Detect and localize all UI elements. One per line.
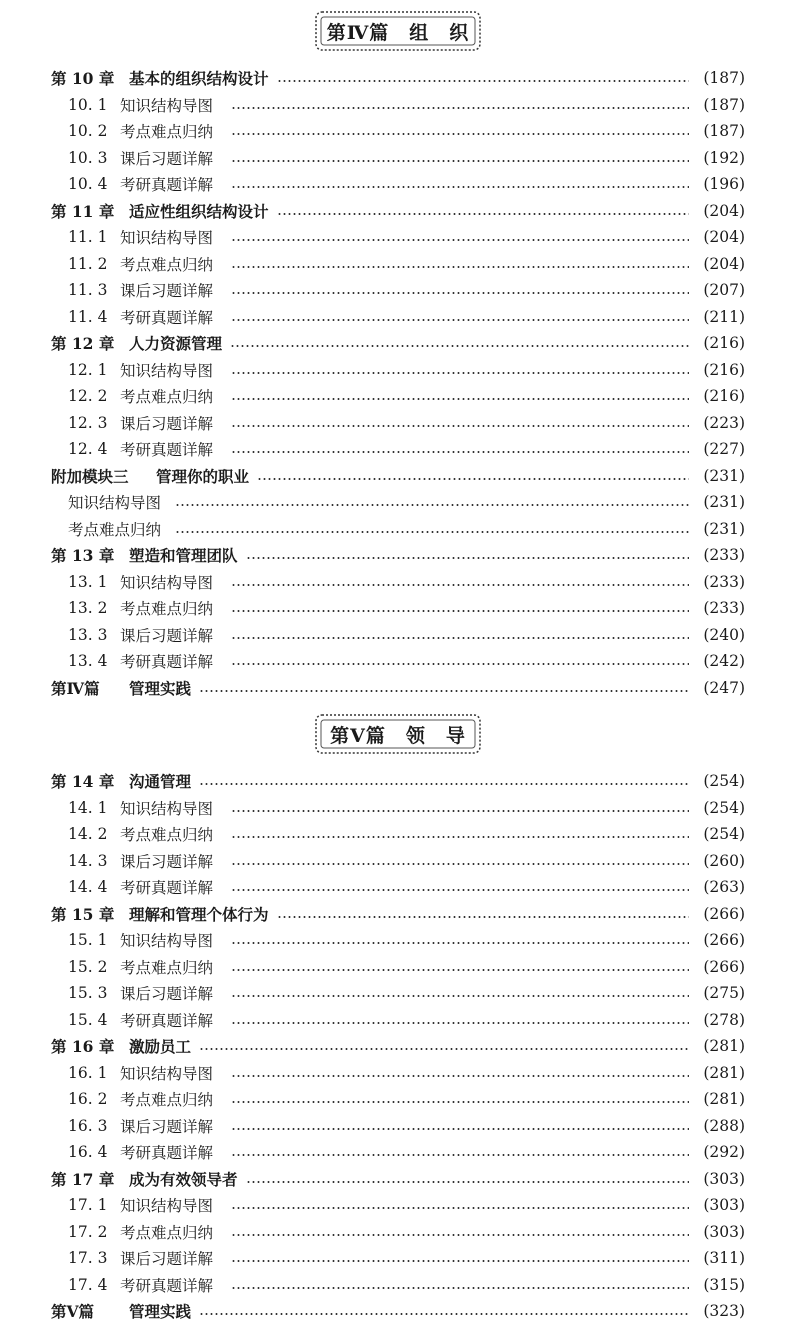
dot-leader (231, 1022, 689, 1024)
entry-title: 考研真题详解 (120, 879, 214, 897)
page-number: (247) (703, 678, 745, 697)
toc-section-entry[interactable] (0, 797, 790, 819)
entry-title: 课后习题详解 (120, 414, 214, 433)
entry-title: 考研真题详解 (120, 1276, 214, 1295)
dot-leader (231, 942, 689, 944)
toc-section-entry[interactable] (0, 1141, 790, 1163)
entry-number: 11. 3 (68, 281, 108, 299)
page-number: (192) (703, 148, 745, 167)
dot-leader (231, 372, 689, 374)
toc-section-entry[interactable] (0, 279, 790, 301)
dot-leader (231, 107, 689, 109)
entry-title: 管理实践 (129, 1302, 192, 1321)
toc-section-entry[interactable] (0, 1088, 790, 1110)
entry-number: 17. 4 (68, 1275, 108, 1294)
part-title: 第Ⅳ篇 组 织 (326, 21, 470, 44)
entry-number: 17. 1 (68, 1196, 108, 1214)
page-number: (204) (703, 254, 745, 273)
page-number: (260) (703, 851, 745, 870)
dot-leader (199, 1313, 689, 1315)
entry-title: 塑造和管理团队 (129, 546, 238, 565)
entry-title: 考研真题详解 (120, 653, 214, 671)
entry-title: 考研真题详解 (120, 1011, 214, 1030)
entry-number: 15. 3 (68, 984, 108, 1002)
entry-title: 知识结构导图 (120, 1197, 214, 1215)
toc-chapter-entry[interactable] (0, 1168, 790, 1190)
entry-number: 附加模块三 (51, 466, 129, 486)
dot-leader (231, 133, 689, 135)
entry-number: 17. 2 (68, 1222, 108, 1241)
toc-section-entry[interactable] (0, 94, 790, 116)
page-number: (231) (703, 466, 745, 485)
page-number: (281) (703, 1090, 745, 1108)
dot-leader (231, 610, 689, 612)
page-number: (281) (703, 1037, 745, 1055)
page-number: (227) (703, 440, 745, 458)
dot-leader (230, 345, 689, 347)
toc-section-entry[interactable] (0, 1062, 790, 1084)
toc-section-entry[interactable] (0, 412, 790, 434)
page-number: (254) (703, 772, 745, 790)
entry-title: 课后习题详解 (120, 852, 214, 871)
entry-number: 13. 3 (68, 625, 108, 644)
entry-title: 基本的组织结构设计 (129, 69, 269, 88)
toc-section-entry[interactable] (0, 1009, 790, 1031)
entry-number: 12. 2 (68, 387, 108, 405)
entry-number: 11. 2 (68, 254, 108, 273)
page-number: (303) (703, 1196, 745, 1214)
toc-section-entry[interactable] (0, 1194, 790, 1216)
entry-title: 考研真题详解 (120, 1144, 214, 1162)
page-number: (196) (703, 175, 745, 193)
entry-number: 11. 4 (68, 307, 108, 326)
entry-title: 考点难点归纳 (120, 600, 214, 618)
dot-leader (175, 531, 689, 533)
entry-number: 11. 1 (68, 228, 108, 246)
entry-title: 人力资源管理 (129, 334, 223, 353)
entry-title: 课后习题详解 (120, 626, 214, 645)
dot-leader (231, 1287, 689, 1289)
page-number: (278) (703, 1010, 745, 1029)
entry-title: 知识结构导图 (120, 932, 214, 950)
toc-section-entry[interactable] (0, 982, 790, 1004)
part-header (312, 711, 484, 757)
entry-title: 课后习题详解 (120, 149, 214, 168)
toc-section-entry[interactable] (0, 226, 790, 248)
entry-title: 课后习题详解 (120, 282, 214, 300)
dot-leader (231, 239, 689, 241)
dot-leader (175, 504, 689, 506)
entry-title: 沟通管理 (129, 772, 192, 791)
dot-leader (231, 451, 689, 453)
dot-leader (246, 1181, 689, 1183)
dot-leader (231, 1207, 689, 1209)
dot-leader (231, 889, 689, 891)
toc-section-entry[interactable] (0, 173, 790, 195)
entry-number: 10. 4 (68, 175, 108, 193)
toc-section-entry[interactable] (0, 385, 790, 407)
toc-chapter-entry[interactable] (0, 770, 790, 792)
page-number: (233) (703, 572, 745, 591)
page-number: (231) (703, 493, 745, 511)
entry-number: 13. 4 (68, 652, 108, 670)
page-number: (216) (703, 387, 745, 405)
page-number: (315) (703, 1275, 745, 1294)
dot-leader (231, 292, 689, 294)
page-number: (233) (703, 546, 745, 564)
dot-leader (231, 398, 689, 400)
toc-subsection-entry[interactable] (0, 518, 790, 540)
entry-number: 16. 1 (68, 1063, 108, 1082)
dot-leader (257, 478, 689, 480)
entry-number: 10. 2 (68, 122, 108, 140)
page-number: (292) (703, 1143, 745, 1161)
entry-number: 12. 1 (68, 360, 108, 379)
toc-section-entry[interactable] (0, 597, 790, 619)
toc-section-entry[interactable] (0, 253, 790, 275)
entry-number: 12. 4 (68, 440, 108, 458)
toc-section-entry[interactable] (0, 1115, 790, 1137)
entry-title: 知识结构导图 (120, 229, 214, 247)
page-number: (266) (703, 904, 745, 923)
entry-number: 10. 3 (68, 148, 108, 167)
page-number: (323) (703, 1302, 745, 1320)
toc-section-entry[interactable] (0, 120, 790, 142)
dot-leader (231, 1101, 689, 1103)
page-number: (242) (703, 652, 745, 670)
dot-leader (231, 969, 689, 971)
entry-number: 15. 4 (68, 1010, 108, 1029)
dot-leader (277, 213, 689, 215)
dot-leader (231, 160, 689, 162)
dot-leader (277, 80, 689, 82)
entry-title: 知识结构导图 (120, 1064, 214, 1083)
entry-title: 考点难点归纳 (120, 255, 214, 274)
toc-section-entry[interactable] (0, 850, 790, 872)
dot-leader (231, 1154, 689, 1156)
entry-number: 第 14 章 (51, 772, 115, 791)
dot-leader (231, 1128, 689, 1130)
entry-number: 14. 2 (68, 825, 108, 843)
dot-leader (231, 319, 689, 321)
toc-chapter-entry[interactable] (0, 1300, 790, 1322)
page-number: (240) (703, 625, 745, 644)
dot-leader (231, 995, 689, 997)
page-number: (211) (703, 307, 745, 326)
page-number: (288) (703, 1116, 745, 1135)
entry-number: 第 13 章 (51, 546, 115, 565)
entry-title: 课后习题详解 (120, 985, 214, 1003)
page-number: (204) (703, 201, 745, 220)
dot-leader (231, 425, 689, 427)
toc-section-entry[interactable] (0, 929, 790, 951)
toc-subsection-entry[interactable] (0, 491, 790, 513)
entry-number: 第Ⅳ篇 (51, 678, 100, 698)
dot-leader (231, 637, 689, 639)
dot-leader (199, 1048, 689, 1050)
entry-title: 考点难点归纳 (120, 826, 214, 844)
entry-number: 13. 2 (68, 599, 108, 617)
part-header (312, 8, 484, 54)
entry-number: 第Ⅴ篇 (51, 1302, 95, 1321)
entry-title: 考点难点归纳 (120, 388, 214, 406)
page-number: (266) (703, 931, 745, 949)
toc-section-entry[interactable] (0, 306, 790, 328)
entry-number: 15. 1 (68, 931, 108, 949)
entry-title: 课后习题详解 (120, 1250, 214, 1268)
page-number: (281) (703, 1063, 745, 1082)
entry-title: 管理你的职业 (156, 466, 250, 486)
entry-number: 第 17 章 (51, 1169, 115, 1189)
entry-number: 14. 1 (68, 798, 108, 817)
dot-leader (231, 1075, 689, 1077)
toc-module-entry[interactable] (0, 465, 790, 487)
page-number: (187) (703, 95, 745, 114)
entry-number: 16. 2 (68, 1090, 108, 1108)
entry-title: 课后习题详解 (120, 1117, 214, 1136)
entry-title: 管理实践 (129, 678, 192, 698)
page-number: (311) (703, 1249, 745, 1267)
dot-leader (231, 266, 689, 268)
toc-section-entry[interactable] (0, 624, 790, 646)
entry-title: 知识结构导图 (68, 494, 162, 512)
toc-section-entry[interactable] (0, 650, 790, 672)
page-number: (204) (703, 228, 745, 246)
entry-number: 第 15 章 (51, 904, 115, 924)
toc-section-entry[interactable] (0, 571, 790, 593)
entry-title: 考研真题详解 (120, 441, 214, 459)
entry-title: 考点难点归纳 (120, 1223, 214, 1242)
dot-leader (231, 663, 689, 665)
toc-section-entry[interactable] (0, 147, 790, 169)
toc-chapter-entry[interactable] (0, 67, 790, 89)
entry-title: 考点难点归纳 (68, 520, 162, 539)
page-number: (254) (703, 825, 745, 843)
toc-section-entry[interactable] (0, 359, 790, 381)
page-number: (266) (703, 957, 745, 976)
dot-leader (231, 1234, 689, 1236)
entry-title: 激励员工 (129, 1037, 192, 1056)
toc-section-entry[interactable] (0, 876, 790, 898)
toc-chapter-entry[interactable] (0, 200, 790, 222)
entry-number: 13. 1 (68, 572, 108, 591)
dot-leader (199, 783, 689, 785)
entry-number: 10. 1 (68, 95, 108, 114)
page-number: (223) (703, 413, 745, 432)
page-number: (303) (703, 1169, 745, 1188)
toc-section-entry[interactable] (0, 1221, 790, 1243)
dot-leader (277, 916, 689, 918)
toc-chapter-entry[interactable] (0, 903, 790, 925)
toc-section-entry[interactable] (0, 438, 790, 460)
page-number: (275) (703, 984, 745, 1002)
page-number: (263) (703, 878, 745, 896)
entry-title: 理解和管理个体行为 (129, 904, 269, 924)
toc-chapter-entry[interactable] (0, 544, 790, 566)
toc-section-entry[interactable] (0, 1274, 790, 1296)
dot-leader (231, 186, 689, 188)
entry-title: 知识结构导图 (120, 573, 214, 592)
entry-number: 第 12 章 (51, 334, 115, 353)
page-number: (233) (703, 599, 745, 617)
entry-title: 考点难点归纳 (120, 958, 214, 977)
entry-number: 15. 2 (68, 957, 108, 976)
toc-section-entry[interactable] (0, 1247, 790, 1269)
entry-number: 14. 3 (68, 851, 108, 870)
page-number: (216) (703, 334, 745, 352)
entry-number: 第 11 章 (51, 201, 115, 221)
dot-leader (246, 557, 689, 559)
page-number: (187) (703, 69, 745, 87)
dot-leader (231, 863, 689, 865)
entry-title: 适应性组织结构设计 (129, 201, 269, 221)
part-title: 第Ⅴ篇 领 导 (330, 724, 466, 747)
page-number: (216) (703, 360, 745, 379)
entry-title: 知识结构导图 (120, 96, 214, 115)
dot-leader (231, 584, 689, 586)
page-number: (207) (703, 281, 745, 299)
toc-section-entry[interactable] (0, 956, 790, 978)
page-number: (187) (703, 122, 745, 140)
entry-number: 12. 3 (68, 413, 108, 432)
dot-leader (199, 690, 689, 692)
entry-number: 17. 3 (68, 1249, 108, 1267)
page-number: (254) (703, 798, 745, 817)
toc-chapter-entry[interactable] (0, 677, 790, 699)
entry-number: 16. 3 (68, 1116, 108, 1135)
dot-leader (231, 836, 689, 838)
entry-title: 考研真题详解 (120, 176, 214, 194)
entry-number: 第 10 章 (51, 69, 115, 88)
entry-number: 16. 4 (68, 1143, 108, 1161)
entry-title: 知识结构导图 (120, 799, 214, 818)
entry-title: 成为有效领导者 (129, 1169, 238, 1189)
entry-title: 考点难点归纳 (120, 1091, 214, 1109)
page-number: (303) (703, 1222, 745, 1241)
entry-number: 14. 4 (68, 878, 108, 896)
dot-leader (231, 810, 689, 812)
toc-section-entry[interactable] (0, 823, 790, 845)
toc-chapter-entry[interactable] (0, 332, 790, 354)
page-number: (231) (703, 519, 745, 538)
entry-title: 考研真题详解 (120, 308, 214, 327)
entry-title: 知识结构导图 (120, 361, 214, 380)
entry-number: 第 16 章 (51, 1037, 115, 1056)
toc-chapter-entry[interactable] (0, 1035, 790, 1057)
dot-leader (231, 1260, 689, 1262)
entry-title: 考点难点归纳 (120, 123, 214, 141)
